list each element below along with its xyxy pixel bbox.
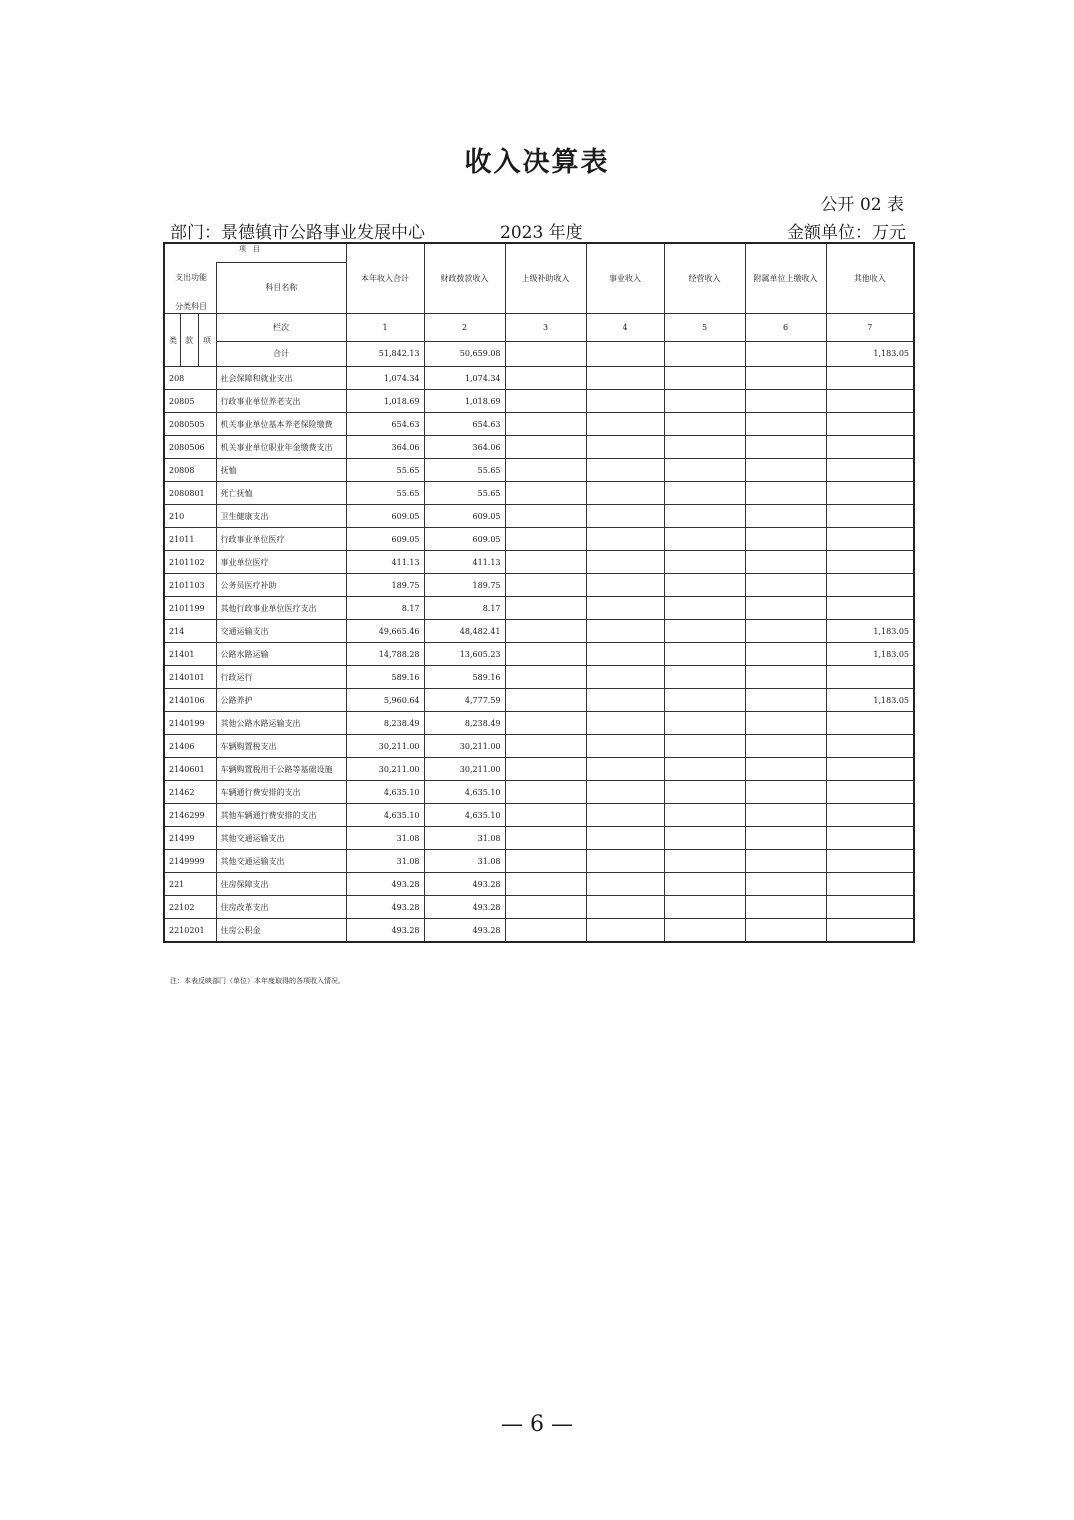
operating-income: [664, 574, 745, 597]
other-income: [826, 735, 914, 758]
total-income: 55.65: [346, 482, 424, 505]
other-income: [826, 436, 914, 459]
affiliated-unit-income: [745, 896, 826, 919]
superior-subsidy-income: [505, 367, 586, 390]
fiscal-appropriation-income: 8.17: [424, 597, 505, 620]
table-row: [164, 574, 914, 597]
subject-name: 抚恤: [216, 459, 346, 482]
other-income: [826, 827, 914, 850]
table-row: [164, 781, 914, 804]
fiscal-appropriation-income: 31.08: [424, 827, 505, 850]
other-income: [826, 804, 914, 827]
business-income: [586, 505, 664, 528]
col-number-6: 6: [745, 314, 826, 342]
business-income: [586, 804, 664, 827]
operating-income: [664, 413, 745, 436]
total-income: 49,665.46: [346, 620, 424, 643]
subject-name: 行政事业单位养老支出: [216, 390, 346, 413]
operating-income: [664, 919, 745, 943]
business-income: [586, 367, 664, 390]
income-final-accounts-table: [163, 242, 915, 943]
other-income: [826, 482, 914, 505]
kuan-header: 款: [180, 314, 198, 367]
table-row: [164, 758, 914, 781]
other-income: 1,183.05: [826, 643, 914, 666]
superior-subsidy-income: [505, 666, 586, 689]
affiliated-unit-income: [745, 413, 826, 436]
affiliated-unit-income: [745, 597, 826, 620]
superior-subsidy-income: [505, 781, 586, 804]
subject-name: 其他交通运输支出: [216, 827, 346, 850]
subject-name: 交通运输支出: [216, 620, 346, 643]
subject-name: 其他公路水路运输支出: [216, 712, 346, 735]
col-header-3: 上级补助收入: [505, 243, 586, 314]
col-number-1: 1: [346, 314, 424, 342]
table-row: [164, 735, 914, 758]
subject-code: 21401: [164, 643, 216, 666]
fiscal-appropriation-income: 411.13: [424, 551, 505, 574]
superior-subsidy-income: [505, 689, 586, 712]
table-row: [164, 413, 914, 436]
total-income: 189.75: [346, 574, 424, 597]
other-income: [826, 781, 914, 804]
page-title: 收入决算表: [464, 147, 610, 178]
affiliated-unit-income: [745, 666, 826, 689]
business-income: [586, 873, 664, 896]
fiscal-appropriation-income: 609.05: [424, 505, 505, 528]
other-income: 1,183.05: [826, 620, 914, 643]
total-income: 8,238.49: [346, 712, 424, 735]
total-income: 8.17: [346, 597, 424, 620]
other-income: [826, 850, 914, 873]
superior-subsidy-income: [505, 528, 586, 551]
subject-code: 2149999: [164, 850, 216, 873]
affiliated-unit-income: [745, 804, 826, 827]
subject-code: 20808: [164, 459, 216, 482]
operating-income: [664, 735, 745, 758]
operating-income: [664, 436, 745, 459]
subject-code: 21011: [164, 528, 216, 551]
subject-code: 214: [164, 620, 216, 643]
affiliated-unit-income: [745, 620, 826, 643]
business-income: [586, 390, 664, 413]
business-income: [586, 597, 664, 620]
total-value-2: 50,659.08: [424, 341, 505, 366]
total-income: 589.16: [346, 666, 424, 689]
col-header-1: 本年收入合计: [346, 243, 424, 314]
table-meta-line: [170, 218, 906, 242]
other-income: [826, 758, 914, 781]
affiliated-unit-income: [745, 850, 826, 873]
total-income: 14,788.28: [346, 643, 424, 666]
subject-code: 22102: [164, 896, 216, 919]
table-row: [164, 873, 914, 896]
operating-income: [664, 896, 745, 919]
operating-income: [664, 528, 745, 551]
total-income: 493.28: [346, 873, 424, 896]
affiliated-unit-income: [745, 551, 826, 574]
table-row: [164, 643, 914, 666]
table-row: [164, 551, 914, 574]
total-income: 609.05: [346, 505, 424, 528]
table-row: [164, 804, 914, 827]
fiscal-appropriation-income: 189.75: [424, 574, 505, 597]
table-row: [164, 712, 914, 735]
fiscal-appropriation-income: 13,605.23: [424, 643, 505, 666]
total-value-5: [664, 341, 745, 366]
business-income: [586, 666, 664, 689]
affiliated-unit-income: [745, 505, 826, 528]
col-header-5: 经营收入: [664, 243, 745, 314]
superior-subsidy-income: [505, 551, 586, 574]
business-income: [586, 413, 664, 436]
subject-code: 21499: [164, 827, 216, 850]
data-rows: [164, 367, 914, 943]
operating-income: [664, 367, 745, 390]
superior-subsidy-income: [505, 459, 586, 482]
affiliated-unit-income: [745, 827, 826, 850]
table-row: [164, 482, 914, 505]
subject-name: 住房公积金: [216, 919, 346, 943]
total-income: 55.65: [346, 459, 424, 482]
affiliated-unit-income: [745, 643, 826, 666]
subject-name-header: [216, 243, 346, 314]
subject-code: 21406: [164, 735, 216, 758]
table-row: [164, 390, 914, 413]
subject-name: 其他行政事业单位医疗支出: [216, 597, 346, 620]
subject-code: 2101199: [164, 597, 216, 620]
subject-name: 死亡抚恤: [216, 482, 346, 505]
operating-income: [664, 505, 745, 528]
fiscal-appropriation-income: 55.65: [424, 482, 505, 505]
total-income: 411.13: [346, 551, 424, 574]
subject-name: 住房保障支出: [216, 873, 346, 896]
business-income: [586, 827, 664, 850]
operating-income: [664, 804, 745, 827]
superior-subsidy-income: [505, 919, 586, 943]
subject-code: 21462: [164, 781, 216, 804]
operating-income: [664, 827, 745, 850]
other-income: [826, 574, 914, 597]
fiscal-appropriation-income: 493.28: [424, 919, 505, 943]
operating-income: [664, 643, 745, 666]
fiscal-appropriation-income: 4,635.10: [424, 781, 505, 804]
business-income: [586, 459, 664, 482]
subject-code: 20805: [164, 390, 216, 413]
subject-code: 221: [164, 873, 216, 896]
total-income: 609.05: [346, 528, 424, 551]
superior-subsidy-income: [505, 873, 586, 896]
table-note: 注：本表反映部门（单位）本年度取得的各项收入情况。: [170, 977, 345, 985]
operating-income: [664, 459, 745, 482]
table-row: [164, 850, 914, 873]
func-class-label-1: 支出功能: [175, 273, 207, 282]
total-value-6: [745, 341, 826, 366]
total-label: 合计: [216, 341, 346, 366]
total-value-4: [586, 341, 664, 366]
operating-income: [664, 850, 745, 873]
subject-code: 2210201: [164, 919, 216, 943]
business-income: [586, 712, 664, 735]
col-header-6: 附属单位上缴收入: [745, 243, 826, 314]
total-row: [164, 341, 914, 366]
affiliated-unit-income: [745, 919, 826, 943]
affiliated-unit-income: [745, 712, 826, 735]
other-income: [826, 919, 914, 943]
total-value-7: 1,183.05: [826, 341, 914, 366]
business-income: [586, 850, 664, 873]
table-row: [164, 919, 914, 943]
business-income: [586, 919, 664, 943]
superior-subsidy-income: [505, 804, 586, 827]
operating-income: [664, 712, 745, 735]
superior-subsidy-income: [505, 850, 586, 873]
total-value-1: 51,842.13: [346, 341, 424, 366]
total-income: 30,211.00: [346, 758, 424, 781]
operating-income: [664, 758, 745, 781]
business-income: [586, 620, 664, 643]
business-income: [586, 758, 664, 781]
business-income: [586, 551, 664, 574]
fiscal-appropriation-income: 493.28: [424, 896, 505, 919]
total-income: 493.28: [346, 919, 424, 943]
subject-name: 车辆通行费安排的支出: [216, 781, 346, 804]
subject-name: 机关事业单位基本养老保险缴费: [216, 413, 346, 436]
subject-code: 2080505: [164, 413, 216, 436]
total-income: 4,635.10: [346, 781, 424, 804]
fiscal-appropriation-income: 1,074.34: [424, 367, 505, 390]
superior-subsidy-income: [505, 597, 586, 620]
operating-income: [664, 551, 745, 574]
fiscal-appropriation-income: 31.08: [424, 850, 505, 873]
fiscal-appropriation-income: 493.28: [424, 873, 505, 896]
superior-subsidy-income: [505, 436, 586, 459]
header-row-column-numbers: [164, 314, 914, 342]
subject-name: 公路水路运输: [216, 643, 346, 666]
operating-income: [664, 689, 745, 712]
subject-name: 公务员医疗补助: [216, 574, 346, 597]
fiscal-appropriation-income: 1,018.69: [424, 390, 505, 413]
other-income: [826, 390, 914, 413]
table-row: [164, 827, 914, 850]
fiscal-appropriation-income: 609.05: [424, 528, 505, 551]
page-number: — 6 —: [501, 1412, 573, 1437]
fiscal-appropriation-income: 30,211.00: [424, 758, 505, 781]
lanci-label: 栏次: [216, 314, 346, 342]
affiliated-unit-income: [745, 390, 826, 413]
subject-name: 车辆购置税支出: [216, 735, 346, 758]
affiliated-unit-income: [745, 528, 826, 551]
subject-code: 2080801: [164, 482, 216, 505]
total-income: 4,635.10: [346, 804, 424, 827]
business-income: [586, 689, 664, 712]
business-income: [586, 781, 664, 804]
other-income: [826, 597, 914, 620]
business-income: [586, 574, 664, 597]
other-income: [826, 505, 914, 528]
other-income: 1,183.05: [826, 689, 914, 712]
affiliated-unit-income: [745, 436, 826, 459]
subject-code: 2140601: [164, 758, 216, 781]
subject-name: 社会保障和就业支出: [216, 367, 346, 390]
fiscal-appropriation-income: 48,482.41: [424, 620, 505, 643]
other-income: [826, 528, 914, 551]
table-row: [164, 666, 914, 689]
fiscal-appropriation-income: 30,211.00: [424, 735, 505, 758]
superior-subsidy-income: [505, 620, 586, 643]
col-number-2: 2: [424, 314, 505, 342]
total-income: 654.63: [346, 413, 424, 436]
subject-name: 事业单位医疗: [216, 551, 346, 574]
operating-income: [664, 482, 745, 505]
total-income: 31.08: [346, 827, 424, 850]
operating-income: [664, 390, 745, 413]
affiliated-unit-income: [745, 459, 826, 482]
other-income: [826, 459, 914, 482]
fiscal-appropriation-income: 4,635.10: [424, 804, 505, 827]
subject-name: 行政事业单位医疗: [216, 528, 346, 551]
other-income: [826, 551, 914, 574]
subject-name: 卫生健康支出: [216, 505, 346, 528]
subject-code: 2101102: [164, 551, 216, 574]
total-income: 30,211.00: [346, 735, 424, 758]
subject-name: 其他交通运输支出: [216, 850, 346, 873]
col-number-5: 5: [664, 314, 745, 342]
superior-subsidy-income: [505, 896, 586, 919]
business-income: [586, 436, 664, 459]
total-income: 1,018.69: [346, 390, 424, 413]
header-row-labels: [164, 243, 914, 314]
col-header-2: 财政拨款收入: [424, 243, 505, 314]
superior-subsidy-income: [505, 735, 586, 758]
fiscal-appropriation-income: 589.16: [424, 666, 505, 689]
subject-code: 2146299: [164, 804, 216, 827]
operating-income: [664, 873, 745, 896]
superior-subsidy-income: [505, 482, 586, 505]
business-income: [586, 528, 664, 551]
form-number: 公开 02 表: [820, 195, 904, 215]
business-income: [586, 896, 664, 919]
fiscal-appropriation-income: 654.63: [424, 413, 505, 436]
affiliated-unit-income: [745, 758, 826, 781]
lei-header: 类: [164, 314, 180, 367]
subject-code: 210: [164, 505, 216, 528]
table-row: [164, 689, 914, 712]
project-label: 项 目: [239, 245, 260, 253]
affiliated-unit-income: [745, 781, 826, 804]
other-income: [826, 666, 914, 689]
func-class-header: [164, 243, 260, 314]
total-income: 1,074.34: [346, 367, 424, 390]
subject-name: 行政运行: [216, 666, 346, 689]
subject-name: 住房改革支出: [216, 896, 346, 919]
subject-code: 2140199: [164, 712, 216, 735]
affiliated-unit-income: [745, 574, 826, 597]
superior-subsidy-income: [505, 390, 586, 413]
table-row: [164, 505, 914, 528]
fiscal-appropriation-income: 55.65: [424, 459, 505, 482]
superior-subsidy-income: [505, 712, 586, 735]
subject-code: 2080506: [164, 436, 216, 459]
col-number-7: 7: [826, 314, 914, 342]
operating-income: [664, 597, 745, 620]
col-number-3: 3: [505, 314, 586, 342]
total-income: 493.28: [346, 896, 424, 919]
total-income: 364.06: [346, 436, 424, 459]
subject-name: 车辆购置税用于公路等基础设施: [216, 758, 346, 781]
other-income: [826, 413, 914, 436]
table-row: [164, 528, 914, 551]
total-income: 31.08: [346, 850, 424, 873]
col-number-4: 4: [586, 314, 664, 342]
business-income: [586, 482, 664, 505]
superior-subsidy-income: [505, 643, 586, 666]
subject-code: 208: [164, 367, 216, 390]
col-header-7: 其他收入: [826, 243, 914, 314]
fiscal-appropriation-income: 4,777.59: [424, 689, 505, 712]
superior-subsidy-income: [505, 413, 586, 436]
affiliated-unit-income: [745, 735, 826, 758]
operating-income: [664, 666, 745, 689]
business-income: [586, 643, 664, 666]
table-row: [164, 597, 914, 620]
superior-subsidy-income: [505, 827, 586, 850]
superior-subsidy-income: [505, 758, 586, 781]
table-row: [164, 367, 914, 390]
subject-name: 其他车辆通行费安排的支出: [216, 804, 346, 827]
affiliated-unit-income: [745, 482, 826, 505]
fiscal-year-label: 2023 年度: [500, 223, 583, 243]
business-income: [586, 735, 664, 758]
subject-code: 2140106: [164, 689, 216, 712]
affiliated-unit-income: [745, 873, 826, 896]
fiscal-appropriation-income: 364.06: [424, 436, 505, 459]
subject-code: 2101103: [164, 574, 216, 597]
col-header-4: 事业收入: [586, 243, 664, 314]
amount-unit-label: 金额单位：万元: [787, 223, 906, 243]
table-row: [164, 896, 914, 919]
subject-code: 2140101: [164, 666, 216, 689]
other-income: [826, 712, 914, 735]
operating-income: [664, 620, 745, 643]
subject-name: 机关事业单位职业年金缴费支出: [216, 436, 346, 459]
subject-name: 公路养护: [216, 689, 346, 712]
xiang-header: 项: [198, 314, 216, 367]
superior-subsidy-income: [505, 574, 586, 597]
other-income: [826, 896, 914, 919]
total-value-3: [505, 341, 586, 366]
table-row: [164, 436, 914, 459]
department-label: 部门：景德镇市公路事业发展中心: [170, 223, 425, 243]
table-row: [164, 459, 914, 482]
func-class-label-2: 分类科目: [175, 302, 207, 311]
operating-income: [664, 781, 745, 804]
other-income: [826, 873, 914, 896]
total-income: 5,960.64: [346, 689, 424, 712]
fiscal-appropriation-income: 8,238.49: [424, 712, 505, 735]
superior-subsidy-income: [505, 505, 586, 528]
table-row: [164, 620, 914, 643]
subject-name-box: 科目名称: [216, 262, 346, 313]
affiliated-unit-income: [745, 689, 826, 712]
other-income: [826, 367, 914, 390]
affiliated-unit-income: [745, 367, 826, 390]
